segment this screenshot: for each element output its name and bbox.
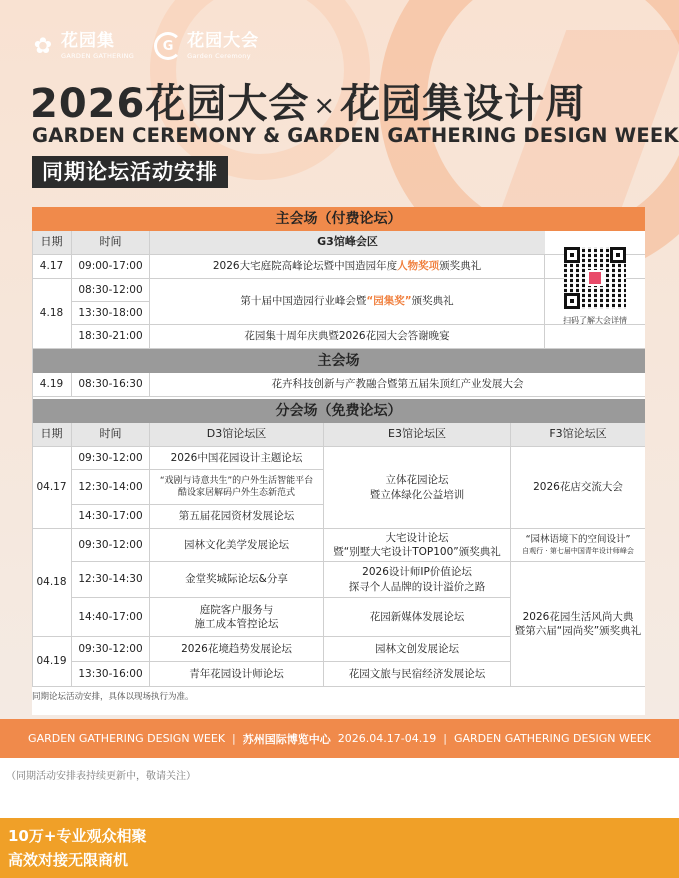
- footer-left: GARDEN GATHERING DESIGN WEEK: [28, 732, 226, 745]
- row-time: 18:30-21:00: [72, 325, 150, 348]
- row-time: 09:30-12:00: [72, 447, 150, 470]
- event-text: 第十届中国造园行业峰会暨: [240, 295, 367, 308]
- row-time: 14:30-17:00: [72, 505, 150, 529]
- table-border-left: [32, 231, 33, 687]
- title-cn-left: 2026花园大会: [30, 81, 310, 127]
- row-time: 08:30-12:00: [72, 279, 150, 302]
- header-f3: F3馆论坛区: [511, 423, 645, 446]
- qr-code-block[interactable]: [545, 247, 645, 347]
- e3-event: 立体花园论坛 暨立体绿化公益培训: [324, 447, 511, 529]
- row-time: 09:00-17:00: [72, 255, 150, 278]
- row-date: 04.19: [32, 637, 72, 687]
- d3-event: 园林文化美学发展论坛: [150, 529, 324, 562]
- d3-event: 青年花园设计师论坛: [150, 662, 324, 687]
- poster-title-cn: [30, 72, 586, 129]
- logo-cn-right: 花园大会: [187, 30, 260, 51]
- f3-event: [511, 529, 645, 562]
- poster-footer: [0, 719, 679, 758]
- f3-event-sub: 自观行 · 第七届中国青年设计师峰会: [522, 546, 634, 555]
- table-row: [32, 373, 645, 397]
- update-note: （同期活动安排表持续更新中，敬请关注）: [6, 771, 196, 782]
- band-main-venue: 主会场: [32, 349, 645, 373]
- row-time: 14:40-17:00: [72, 598, 150, 637]
- e3-event: 园林文创发展论坛: [324, 637, 511, 662]
- qr-caption: 扫码了解大会详情: [563, 316, 627, 325]
- garden-gathering-logo: [30, 30, 135, 60]
- row-time: 09:30-12:00: [72, 529, 150, 562]
- flower-icon: ✿: [33, 33, 53, 59]
- e3-event: 2026设计师IP价值论坛 探寻个人品牌的设计溢价之路: [324, 562, 511, 598]
- row-event: [150, 279, 545, 324]
- d3-event: 2026花境趋势发展论坛: [150, 637, 324, 662]
- band-main-paid: 主会场（付费论坛）: [32, 207, 645, 231]
- row-event: 花园集十周年庆典暨2026花园大会答谢晚宴: [150, 325, 545, 348]
- garden-ceremony-logo: [154, 32, 259, 60]
- table-header-row: [32, 423, 645, 447]
- row-time: 12:30-14:30: [72, 562, 150, 598]
- d3-event: 庭院客户服务与 施工成本管控论坛: [150, 598, 324, 637]
- logo-bar: [30, 32, 259, 60]
- title-cn-right: 花园集设计周: [340, 81, 587, 127]
- row-date: 4.17: [32, 255, 72, 278]
- footer-dates: 2026.04.17-04.19: [337, 732, 437, 745]
- row-time: 13:30-16:00: [72, 662, 150, 687]
- row-time: 09:30-12:00: [72, 637, 150, 662]
- schedule-tag: 同期论坛活动安排: [32, 156, 228, 188]
- f3-event: 2026花店交流大会: [511, 447, 645, 529]
- header-time: 时间: [72, 231, 150, 254]
- d3-event: “戏剧与诗意共生”的户外生活智能平台 酷设家居解码户外生态新范式: [150, 470, 324, 505]
- logo-en-left: GARDEN GATHERING: [61, 51, 135, 60]
- logo-cn-left: 花园集: [61, 30, 115, 51]
- qr-code-image[interactable]: [564, 247, 626, 309]
- d3-event: 2026中国花园设计主题论坛: [150, 447, 324, 470]
- promo-line-1: 10万+专业观众相聚: [8, 827, 147, 845]
- schedule-note: 同期论坛活动安排，具体以现场执行为准。: [32, 692, 194, 702]
- d3-event: 金堂奖城际论坛&分享: [150, 562, 324, 598]
- promo-banner: [0, 818, 679, 878]
- event-highlight: 人物奖项: [397, 260, 440, 273]
- d3-event: 第五届花园资材发展论坛: [150, 505, 324, 529]
- footer-right: GARDEN GATHERING DESIGN WEEK: [453, 732, 651, 745]
- e3-event: 花园文旅与民宿经济发展论坛: [324, 662, 511, 687]
- logo-en-right: Garden Ceremony: [187, 51, 251, 60]
- poster-title-en: GARDEN CEREMONY & GARDEN GATHERING DESIGN WEEK: [32, 124, 679, 147]
- footer-venue: 苏州国际博览中心: [242, 732, 331, 746]
- e3-event: 花园新媒体发展论坛: [324, 598, 511, 637]
- event-text: 颁奖典礼: [411, 295, 454, 308]
- title-cross: ×: [313, 91, 337, 121]
- footer-sep: |: [443, 732, 447, 745]
- row-date: 4.19: [32, 373, 72, 396]
- row-date: 04.18: [32, 529, 72, 637]
- header-date: 日期: [32, 423, 72, 446]
- header-d3: D3馆论坛区: [150, 423, 324, 446]
- row-date: 04.17: [32, 447, 72, 529]
- header-venue-g3: G3馆峰会区: [150, 231, 545, 254]
- header-date: 日期: [32, 231, 72, 254]
- row-date: 4.18: [32, 279, 72, 349]
- band-sub-free: 分会场（免费论坛）: [32, 399, 645, 423]
- row-event: [150, 255, 545, 278]
- g-ring-icon: G: [154, 32, 182, 60]
- row-time: 12:30-14:00: [72, 470, 150, 505]
- promo-line-2: 高效对接无限商机: [8, 851, 129, 869]
- e3-event: 大宅设计论坛 暨“别墅大宅设计TOP100”颁奖典礼: [324, 529, 511, 562]
- event-highlight: “园集奖”: [366, 295, 412, 308]
- footer-sep: |: [232, 732, 236, 745]
- day-block-0417: [32, 447, 645, 529]
- qr-logo-icon: [587, 270, 603, 286]
- event-text: 2026大宅庭院高峰论坛暨中国造园年度: [212, 260, 398, 273]
- event-text: 颁奖典礼: [439, 260, 482, 273]
- f3-event-shared: 2026花园生活风尚大典 暨第六届“园尚奖”颁奖典礼: [511, 562, 645, 687]
- header-e3: E3馆论坛区: [324, 423, 511, 446]
- f3-event-title: “园林语境下的空间设计”: [525, 533, 631, 545]
- row-time: 08:30-16:30: [72, 373, 150, 396]
- row-time: 13:30-18:00: [72, 302, 150, 325]
- schedule-table: [32, 207, 645, 715]
- row-event: 花卉科技创新与产教融合暨第五届朱顶红产业发展大会: [271, 378, 524, 391]
- header-time: 时间: [72, 423, 150, 446]
